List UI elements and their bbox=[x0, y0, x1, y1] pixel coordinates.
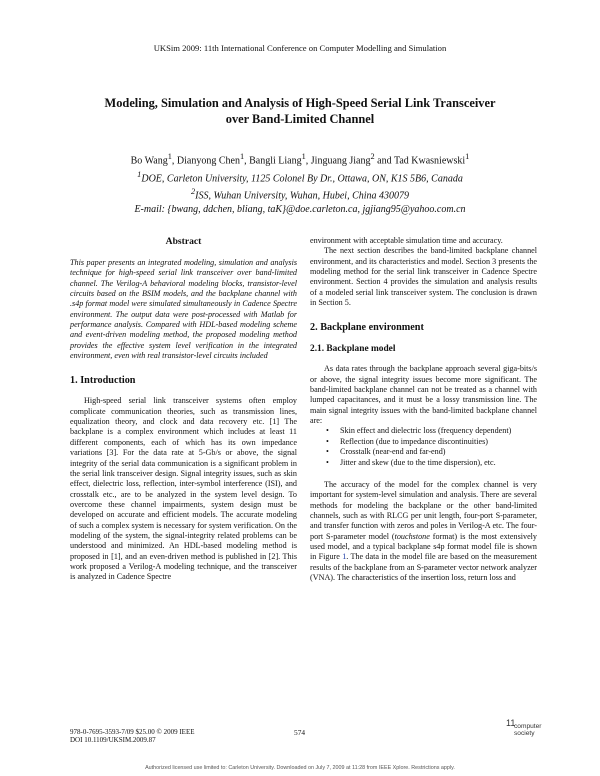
affiliation-1 bbox=[30, 168, 570, 186]
section-heading-backplane: 2. Backplane environment bbox=[310, 322, 424, 334]
title-line-1: Modeling, Simulation and Analysis of High-Speed Serial Link Transceiver bbox=[104, 96, 496, 110]
abstract-heading: Abstract bbox=[165, 236, 202, 247]
list-item-text: Crosstalk (near-end and far-end) bbox=[340, 447, 446, 457]
signal-integrity-list bbox=[310, 426, 537, 467]
author-sep: , bbox=[244, 155, 250, 167]
paper-title bbox=[40, 95, 560, 127]
footer-isbn: 978-0-7695-3593-7/09 $25.00 © 2009 IEEE bbox=[70, 728, 195, 736]
intro-paragraph-3: The next section describes the band-limited backplane channel environment, and its characteristics and model. Section 3 presents the modeling method for the serial link transceiver in Cadence Spectre environment. Section 4 provides the simulation and analysis results of a modeled serial link transceiver system. The conclusion is drawn in Section 5. bbox=[310, 246, 537, 308]
affil-sup: 1 bbox=[137, 169, 142, 179]
bullet-icon: • bbox=[326, 426, 329, 436]
paragraph-text: . The data in the model file are based on the measurement results of the backplane from an S-parameter vector network analyzer (VNA). The characteristics of the insertion loss, return loss and bbox=[310, 552, 537, 582]
list-item-text: Skin effect and dielectric loss (frequency dependent) bbox=[340, 426, 512, 436]
author-sep: , bbox=[171, 155, 177, 167]
left-column bbox=[70, 236, 297, 583]
paragraph-text: format) is the most extensively used model, and a typical backplane s4p format model file is shown in Figure bbox=[310, 531, 537, 562]
footer-publication-info bbox=[70, 728, 195, 745]
logo-number: 11 bbox=[506, 718, 516, 728]
affiliation-2 bbox=[30, 185, 570, 203]
logo-line-2: society bbox=[514, 729, 535, 737]
author-block bbox=[30, 150, 570, 216]
list-item bbox=[326, 426, 537, 436]
author-affil-sup: 1 bbox=[465, 152, 470, 161]
authorized-use-notice: Authorized licensed use limited to: Carleton University. Downloaded on July 7, 2009 at 11:28 from IEEE Xplore. Restrictions apply. bbox=[145, 765, 455, 771]
bullet-icon: • bbox=[326, 436, 329, 446]
author-name: Dianyong Chen bbox=[176, 155, 240, 167]
conference-header: UKSim 2009: 11th International Conference on Computer Modelling and Simulation bbox=[153, 43, 447, 53]
author-email: E-mail: {bwang, ddchen, bliang, taK}@doe.carleton.ca, jgjiang95@yahoo.com.cn bbox=[134, 203, 466, 215]
intro-paragraph-2: environment with acceptable simulation time and accuracy. bbox=[310, 236, 503, 245]
section-heading-introduction: 1. Introduction bbox=[70, 375, 136, 387]
author-name: Bangli Liang bbox=[249, 155, 302, 167]
author-affil-sup: 2 bbox=[370, 152, 375, 161]
abstract-text: This paper presents an integrated modeling, simulation and analysis technique for high-speed serial link transceiver over band-limited channel. The Verilog-A behavioral modeling blocks, transistor-level circuits based on the BSIM models, and the backplane channel with .s4p format model were simulated simultaneously in Cadence Spectre environment. The output data were post-processed with Matlab for performance analysis. Compared with HDL-based modeling scheme and event-driven modeling method, the proposed modeling method provides the effective system level verification in the integrated environment, even with real transistor-level circuits included bbox=[70, 258, 297, 361]
list-item bbox=[326, 436, 537, 447]
logo-line-1: computer bbox=[514, 723, 542, 730]
author-name: Bo Wang bbox=[130, 155, 168, 167]
author-name: Tad Kwasniewski bbox=[393, 155, 466, 167]
affiliation-1-text: DOE, Carleton University, 1125 Colonel By Dr., Ottawa, ON, K1S 5B6, Canada bbox=[141, 172, 463, 184]
list-item bbox=[326, 447, 537, 457]
affiliation-2-text: ISS, Wuhan University, Wuhan, Hubei, China 430079 bbox=[195, 190, 410, 202]
author-affil-sup: 1 bbox=[239, 152, 245, 161]
list-item-text: Reflection (due to impedance discontinuities) bbox=[340, 436, 489, 446]
bullet-icon: • bbox=[326, 447, 329, 457]
author-affil-sup: 1 bbox=[167, 152, 172, 161]
logo-text bbox=[514, 724, 542, 737]
figure-link[interactable]: 1 bbox=[342, 552, 347, 562]
subsection-heading-backplane-model: 2.1. Backplane model bbox=[310, 344, 396, 355]
footer-doi: DOI 10.1109/UKSIM.2009.87 bbox=[70, 736, 156, 745]
author-name: Jinguang Jiang bbox=[310, 155, 371, 167]
intro-paragraph-1: High-speed serial link transceiver systems often employ complicate communication theories, such as transmission lines, equalization theory, and clock and data recovery etc. [1] The backplane is a complex environment which includes at least 11 different components, each of which has its own impedance variations [3]. For the data rate at 5-Gb/s or above, the signal integrity of the serial data communication is a significant problem in the serial link transceiver design. Signal integrity issues, such as skin effect, dielectric loss, reflection, inter-symbol interference (ISI), and crosstalk etc., are to be analyzed in the system level design. To overcome these channel impairments, system design must be developed on accurate and efficient models. The accurate modeling of such a complex system is necessary for system verification. On the modeling of the system, the signal-integrity related problems can be understood and minimized. An HDL-based modeling method is proposed in [1], and an even-driven method is published in [2]. This work proposed a Verilog-A modeling technique, and the transceiver is analyzed in Cadence Spectre bbox=[70, 396, 297, 582]
page-number: 574 bbox=[294, 728, 306, 737]
affil-sup: 2 bbox=[190, 187, 196, 197]
list-item-text: Jitter and skew (due to the time dispersion), etc. bbox=[340, 457, 496, 467]
paragraph-text: The accuracy of the model for the complex channel is very important for system-level simulation and analysis. There are several methods for modeling the backplane or the other band-limited channels, such as with RLCG per unit length, four-port S-parameter, and transfer function with zeros and poles in Verilog-A etc. The four-port S-parameter model ( bbox=[310, 479, 537, 541]
computer-society-logo bbox=[500, 718, 556, 742]
bullet-icon: • bbox=[326, 457, 329, 467]
author-list bbox=[30, 150, 570, 168]
backplane-paragraph-2 bbox=[310, 480, 537, 583]
right-column bbox=[310, 236, 537, 583]
author-affil-sup: 1 bbox=[301, 152, 306, 161]
emphasis-text: touchstone bbox=[394, 531, 430, 541]
list-item bbox=[326, 457, 537, 468]
backplane-paragraph-1: As data rates through the backplane approach several giga-bits/s or above, the signal integrity issues become more significant. The band-limited backplane channel can not be treated as a channel with lumped capacitances, and it must be a lossy transmission line. The main signal integrity issues with the band-limited backplane channel are: bbox=[310, 364, 537, 426]
title-line-2: over Band-Limited Channel bbox=[225, 112, 375, 126]
author-sep: , bbox=[305, 155, 311, 167]
author-sep: and bbox=[374, 155, 394, 167]
